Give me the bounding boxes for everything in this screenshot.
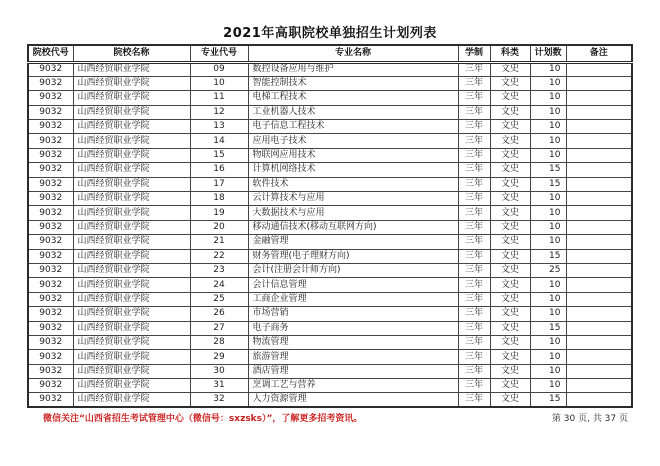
table-cell: 26: [190, 307, 248, 321]
table-cell: 16: [190, 163, 248, 177]
table-cell: 9032: [28, 134, 73, 148]
table-cell: 山西经贸职业学院: [73, 134, 190, 148]
table-cell: 10: [530, 220, 566, 234]
table-cell: 28: [190, 335, 248, 349]
table-cell: [566, 379, 632, 393]
table-cell: 三年: [458, 105, 490, 119]
table-cell: 三年: [458, 206, 490, 220]
table-cell: 10: [530, 76, 566, 90]
table-cell: 30: [190, 364, 248, 378]
table-cell: 13: [190, 120, 248, 134]
table-cell: 会计(注册会计师方向): [248, 263, 458, 277]
table-row: [28, 263, 632, 277]
table-cell: 25: [530, 263, 566, 277]
table-cell: [566, 177, 632, 191]
column-header: 学制: [458, 45, 490, 62]
table-cell: 市场营销: [248, 307, 458, 321]
column-header: 科类: [490, 45, 530, 62]
page-footer: [28, 411, 632, 424]
table-cell: 17: [190, 177, 248, 191]
table-cell: 三年: [458, 91, 490, 105]
table-cell: 9032: [28, 249, 73, 263]
table-row: [28, 393, 632, 407]
table-row: [28, 350, 632, 364]
table-cell: 三年: [458, 177, 490, 191]
page-number-text: 第 30 页, 共 37 页: [551, 414, 628, 425]
table-cell: 20: [190, 220, 248, 234]
table-cell: 10: [530, 134, 566, 148]
table-cell: 三年: [458, 350, 490, 364]
table-row: [28, 292, 632, 306]
table-cell: 文史: [490, 120, 530, 134]
table-cell: [566, 220, 632, 234]
table-cell: 23: [190, 263, 248, 277]
table-cell: 智能控制技术: [248, 76, 458, 90]
table-cell: 山西经贸职业学院: [73, 163, 190, 177]
table-cell: 应用电子技术: [248, 134, 458, 148]
table-cell: 10: [530, 91, 566, 105]
table-cell: [566, 134, 632, 148]
table-cell: 物联网应用技术: [248, 148, 458, 162]
table-cell: 财务管理(电子理财方向): [248, 249, 458, 263]
table-cell: 云计算技术与应用: [248, 192, 458, 206]
table-cell: 三年: [458, 249, 490, 263]
table-cell: 文史: [490, 235, 530, 249]
table-cell: 烹调工艺与营养: [248, 379, 458, 393]
table-cell: 10: [530, 62, 566, 76]
column-header: 计划数: [530, 45, 566, 62]
table-cell: 9032: [28, 307, 73, 321]
table-cell: 32: [190, 393, 248, 407]
table-cell: 山西经贸职业学院: [73, 177, 190, 191]
table-cell: 18: [190, 192, 248, 206]
table-cell: 10: [530, 292, 566, 306]
table-body: [28, 62, 632, 407]
table-cell: 人力资源管理: [248, 393, 458, 407]
table-cell: 山西经贸职业学院: [73, 220, 190, 234]
table-cell: [566, 263, 632, 277]
table-cell: 10: [530, 206, 566, 220]
table-cell: [566, 206, 632, 220]
table-cell: 文史: [490, 335, 530, 349]
table-cell: 9032: [28, 192, 73, 206]
table-cell: [566, 350, 632, 364]
table-row: [28, 364, 632, 378]
table-row: [28, 220, 632, 234]
table-cell: 三年: [458, 307, 490, 321]
table-cell: 山西经贸职业学院: [73, 393, 190, 407]
table-cell: 旅游管理: [248, 350, 458, 364]
table-cell: 15: [530, 393, 566, 407]
table-cell: 10: [530, 379, 566, 393]
wechat-notice-text: 微信关注“山西省招生考试管理中心（微信号：sxzsks）”，了解更多招考资讯。: [43, 414, 363, 425]
table-cell: 10: [530, 307, 566, 321]
table-cell: 9032: [28, 62, 73, 76]
table-row: [28, 76, 632, 90]
table-cell: 文史: [490, 76, 530, 90]
table-cell: 25: [190, 292, 248, 306]
table-cell: 文史: [490, 62, 530, 76]
table-cell: 29: [190, 350, 248, 364]
table-cell: 10: [530, 278, 566, 292]
table-row: [28, 177, 632, 191]
table-cell: 山西经贸职业学院: [73, 335, 190, 349]
table-cell: 文史: [490, 249, 530, 263]
table-cell: 三年: [458, 292, 490, 306]
table-row: [28, 148, 632, 162]
table-cell: 会计信息管理: [248, 278, 458, 292]
table-cell: 山西经贸职业学院: [73, 292, 190, 306]
table-row: [28, 134, 632, 148]
table-cell: 山西经贸职业学院: [73, 148, 190, 162]
table-cell: 9032: [28, 177, 73, 191]
table-cell: 文史: [490, 307, 530, 321]
table-cell: 文史: [490, 220, 530, 234]
table-cell: 文史: [490, 364, 530, 378]
table-cell: 计算机网络技术: [248, 163, 458, 177]
table-cell: 三年: [458, 220, 490, 234]
table-cell: 文史: [490, 321, 530, 335]
table-cell: 9032: [28, 278, 73, 292]
table-cell: 文史: [490, 278, 530, 292]
page-title: 2021年高职院校单独招生计划列表: [223, 26, 437, 41]
table-cell: 文史: [490, 393, 530, 407]
table-cell: [566, 148, 632, 162]
table-cell: 山西经贸职业学院: [73, 192, 190, 206]
table-cell: 9032: [28, 235, 73, 249]
table-cell: 10: [190, 76, 248, 90]
table-cell: 山西经贸职业学院: [73, 105, 190, 119]
table-cell: 电子信息工程技术: [248, 120, 458, 134]
table-cell: 9032: [28, 335, 73, 349]
table-cell: 电梯工程技术: [248, 91, 458, 105]
table-cell: 山西经贸职业学院: [73, 263, 190, 277]
table-cell: 移动通信技术(移动互联网方向): [248, 220, 458, 234]
table-cell: 文史: [490, 148, 530, 162]
table-cell: 山西经贸职业学院: [73, 321, 190, 335]
table-cell: 数控设备应用与维护: [248, 62, 458, 76]
table-cell: 10: [530, 364, 566, 378]
table-cell: 文史: [490, 292, 530, 306]
table-cell: 金融管理: [248, 235, 458, 249]
table-cell: 文史: [490, 379, 530, 393]
table-cell: 三年: [458, 134, 490, 148]
table-cell: 三年: [458, 278, 490, 292]
table-row: [28, 321, 632, 335]
table-cell: [566, 393, 632, 407]
table-cell: 9032: [28, 220, 73, 234]
table-cell: 9032: [28, 91, 73, 105]
table-cell: 22: [190, 249, 248, 263]
table-row: [28, 206, 632, 220]
column-header: 院校名称: [73, 45, 190, 62]
table-cell: 9032: [28, 292, 73, 306]
table-cell: 山西经贸职业学院: [73, 91, 190, 105]
table-cell: 文史: [490, 105, 530, 119]
table-row: [28, 120, 632, 134]
table-cell: 电子商务: [248, 321, 458, 335]
table-cell: 15: [530, 321, 566, 335]
table-cell: 9032: [28, 379, 73, 393]
column-header: 院校代号: [28, 45, 73, 62]
table-cell: 9032: [28, 120, 73, 134]
table-cell: [566, 235, 632, 249]
table-cell: 三年: [458, 321, 490, 335]
table-cell: 文史: [490, 192, 530, 206]
table-cell: 9032: [28, 321, 73, 335]
table-cell: [566, 249, 632, 263]
table-cell: [566, 321, 632, 335]
table-cell: 山西经贸职业学院: [73, 249, 190, 263]
table-cell: 10: [530, 148, 566, 162]
table-cell: 山西经贸职业学院: [73, 76, 190, 90]
table-cell: 10: [530, 192, 566, 206]
column-header: 备注: [566, 45, 632, 62]
document-page: [0, 22, 660, 466]
table-cell: [566, 307, 632, 321]
table-cell: 31: [190, 379, 248, 393]
table-cell: 19: [190, 206, 248, 220]
table-cell: 山西经贸职业学院: [73, 307, 190, 321]
table-cell: 9032: [28, 350, 73, 364]
table-row: [28, 235, 632, 249]
table-cell: 14: [190, 134, 248, 148]
table-row: [28, 278, 632, 292]
table-cell: 山西经贸职业学院: [73, 379, 190, 393]
table-cell: 三年: [458, 393, 490, 407]
table-header-row: [28, 45, 632, 62]
table-cell: 10: [530, 335, 566, 349]
table-cell: 工业机器人技术: [248, 105, 458, 119]
table-cell: 9032: [28, 148, 73, 162]
table-row: [28, 307, 632, 321]
table-cell: 12: [190, 105, 248, 119]
table-cell: 文史: [490, 91, 530, 105]
table-cell: [566, 62, 632, 76]
table-cell: 10: [530, 120, 566, 134]
table-row: [28, 379, 632, 393]
table-cell: 山西经贸职业学院: [73, 350, 190, 364]
table-cell: 三年: [458, 192, 490, 206]
table-cell: [566, 120, 632, 134]
table-cell: 15: [530, 249, 566, 263]
table-row: [28, 249, 632, 263]
table-cell: 物流管理: [248, 335, 458, 349]
table-cell: 三年: [458, 335, 490, 349]
table-cell: 文史: [490, 177, 530, 191]
table-cell: 大数据技术与应用: [248, 206, 458, 220]
table-cell: [566, 105, 632, 119]
table-cell: 9032: [28, 163, 73, 177]
column-header: 专业代号: [190, 45, 248, 62]
table-cell: 9032: [28, 206, 73, 220]
table-cell: 三年: [458, 120, 490, 134]
table-cell: [566, 76, 632, 90]
table-cell: 三年: [458, 76, 490, 90]
table-cell: 文史: [490, 206, 530, 220]
table-cell: 山西经贸职业学院: [73, 364, 190, 378]
table-cell: [566, 91, 632, 105]
table-cell: 文史: [490, 350, 530, 364]
table-cell: 三年: [458, 163, 490, 177]
table-cell: [566, 192, 632, 206]
table-cell: 酒店管理: [248, 364, 458, 378]
table-cell: 三年: [458, 364, 490, 378]
table-cell: 11: [190, 91, 248, 105]
table-row: [28, 62, 632, 76]
table-cell: 山西经贸职业学院: [73, 120, 190, 134]
table-cell: 三年: [458, 379, 490, 393]
table-cell: 软件技术: [248, 177, 458, 191]
table-cell: 15: [530, 177, 566, 191]
table-cell: 山西经贸职业学院: [73, 62, 190, 76]
table-cell: 9032: [28, 364, 73, 378]
table-row: [28, 105, 632, 119]
table-cell: 27: [190, 321, 248, 335]
table-cell: 三年: [458, 235, 490, 249]
table-cell: 三年: [458, 62, 490, 76]
table-cell: 15: [530, 163, 566, 177]
table-cell: 9032: [28, 263, 73, 277]
table-cell: 10: [530, 105, 566, 119]
table-cell: [566, 335, 632, 349]
column-header: 专业名称: [248, 45, 458, 62]
table-row: [28, 192, 632, 206]
table-cell: 文史: [490, 263, 530, 277]
table-cell: 三年: [458, 148, 490, 162]
table-cell: [566, 292, 632, 306]
table-row: [28, 335, 632, 349]
table-cell: 09: [190, 62, 248, 76]
table-cell: [566, 364, 632, 378]
table-cell: [566, 163, 632, 177]
table-cell: 10: [530, 350, 566, 364]
table-cell: 21: [190, 235, 248, 249]
table-cell: 9032: [28, 76, 73, 90]
table-cell: 文史: [490, 134, 530, 148]
table-cell: 10: [530, 235, 566, 249]
table-row: [28, 163, 632, 177]
table-cell: 三年: [458, 263, 490, 277]
table-row: [28, 91, 632, 105]
table-cell: 9032: [28, 105, 73, 119]
table-cell: 山西经贸职业学院: [73, 206, 190, 220]
table-cell: 文史: [490, 163, 530, 177]
table-cell: 24: [190, 278, 248, 292]
table-cell: 9032: [28, 393, 73, 407]
enrollment-plan-table: [27, 44, 633, 408]
table-cell: 工商企业管理: [248, 292, 458, 306]
table-cell: [566, 278, 632, 292]
table-cell: 山西经贸职业学院: [73, 235, 190, 249]
table-cell: 山西经贸职业学院: [73, 278, 190, 292]
table-cell: 15: [190, 148, 248, 162]
